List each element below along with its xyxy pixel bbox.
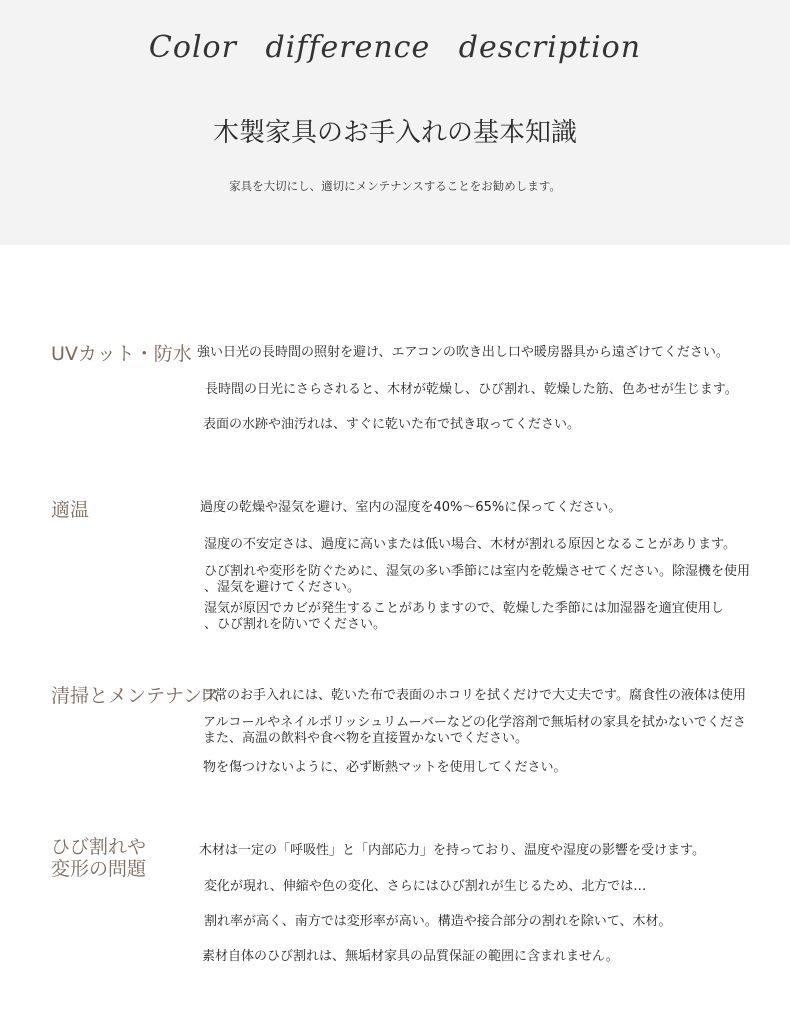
section-uv-paragraph: 強い日光の長時間の照射を避け、エアコンの吹き出し口や暖房器具から遠ざけてください。 [197,345,729,360]
page-subtitle: 家具を大切にし、適切にメンテナンスすることをお勧めします。 [229,179,561,193]
section-heading-cracks: ひび割れや変形の問題 [51,836,147,880]
section-uv-paragraph: 長時間の日光にさらされると、木材が乾燥し、ひび割れ、乾燥した筋、色あせが生じます。 [205,382,738,397]
section-heading-temperature: 適温 [51,499,90,521]
page-title: 木製家具のお手入れの基本知識 [212,118,577,148]
section-cracks-paragraph: 割れ率が高く、南方では変形率が高い。構造や接合部分の割れを除いて、木材。 [204,914,672,929]
section-heading-cleaning: 清掃とメンテナンス [51,685,221,707]
script-title: Color difference description [148,30,642,65]
section-temperature-paragraph: ひび割れや変形を防ぐために、湿気の多い季節には室内を乾燥させてください。除湿機を使用 、湿気を避けてください。 [204,564,751,595]
section-cracks-paragraph: 木材は一定の「呼吸性」と「内部応力」を持っており、温度や湿度の影響を受けます。 [199,843,705,858]
section-heading-uv: UVカット・防水 [51,343,192,365]
section-cleaning-paragraph: 日常のお手入れには、乾いた布で表面のホコリを拭くだけで大丈夫です。腐食性の液体は使用 [201,688,746,703]
section-temperature-paragraph: 湿度の不安定さは、過度に高いまたは低い場合、木材が割れる原因となることがあります。 [204,537,736,552]
section-temperature-paragraph: 湿気が原因でカビが発生することがありますので、乾燥した季節には加湿器を適宜使用し 、ひび割れを防いでください。 [204,601,724,632]
section-cracks-paragraph: 素材自体のひび割れは、無垢材家具の品質保証の範囲に含まれません。 [202,949,619,964]
section-cleaning-paragraph: 物を傷つけないように、必ず断熱マットを使用してください。 [203,760,567,775]
section-uv-paragraph: 表面の水跡や油汚れは、すぐに乾いた布で拭き取ってください。 [203,417,581,432]
section-cleaning-paragraph: アルコールやネイルポリッシュリムーバーなどの化学溶剤で無垢材の家具を拭かないでくださ また、高温の飲料や食べ物を直接置かないでください。 [203,715,746,746]
section-temperature-paragraph: 過度の乾燥や湿気を避け、室内の湿度を40%～65%に保ってください。 [200,500,622,515]
section-cracks-paragraph: 変化が現れ、伸縮や色の変化、さらにはひび割れが生じるため、北方では… [204,879,647,894]
